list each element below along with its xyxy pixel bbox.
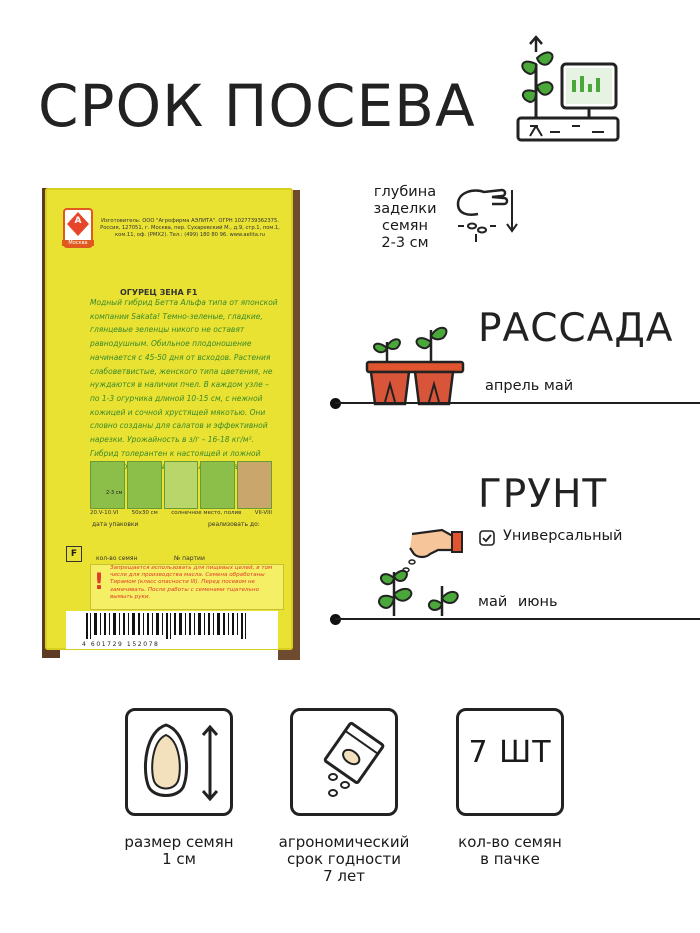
seed-count-text: кол-во семян: [458, 833, 562, 851]
strip-label: 50х30 см: [131, 510, 158, 516]
depth-line: глубина: [373, 184, 437, 200]
hand-seeds-depth-icon: [452, 182, 522, 244]
ground-timeline-line: [335, 618, 700, 620]
product-name: ОГУРЕЦ ЗЕНА F1: [120, 288, 198, 297]
seed-size-box: [125, 708, 233, 816]
manufacturer-info: Изготовитель: ООО "Агрофирма АЭЛИТА". ОГРН 1027739362375. Россия, 127051, г. Москва, пер. Сухаревский М., д.9, стр.1, пом.1, ком.11, оф. (РМХ2). Тел.: (499) 180 80 96. www.aelita.ru: [100, 218, 280, 238]
shelf-life-text: срок годности: [287, 850, 401, 868]
soil-type: Универсальный: [503, 528, 623, 544]
depth-line: заделки: [373, 201, 437, 217]
brand-letter: А: [74, 216, 82, 226]
depth-line: семян: [381, 218, 429, 234]
seed-size-label: [94, 834, 264, 868]
seed-size-icon: [128, 711, 230, 813]
ground-months: май июнь: [478, 594, 558, 610]
page-title: СРОК ПОСЕВА: [38, 72, 476, 140]
ground-heading: ГРУНТ: [478, 472, 608, 517]
barcode-lines-icon: [66, 611, 278, 641]
shelf-life-value: 7 лет: [323, 867, 365, 885]
seedling-timeline-line: [335, 402, 700, 404]
step-spacing-image: [127, 461, 162, 509]
seedling-heading: РАССАДА: [478, 306, 674, 351]
shelf-life-box: [290, 708, 398, 816]
strip-depth-label: 2-3 см: [106, 490, 123, 496]
depth-value: 2-3 см: [381, 235, 429, 251]
seed-count-value: 7 ШТ: [468, 735, 552, 770]
strip-label: солнечное место, полив: [171, 510, 242, 516]
eac-mark-icon: F: [66, 546, 82, 562]
batch-label: № партии: [174, 555, 205, 562]
step-harvest-image: [237, 461, 272, 509]
seed-count-box: [456, 708, 564, 816]
seed-count-label-bottom: [425, 834, 595, 868]
shelf-life-text: агрономический: [278, 833, 410, 851]
growing-steps-strip: [90, 461, 272, 509]
pack-date-label: дата упаковки: [92, 521, 139, 528]
seed-count-text: в пачке: [480, 850, 540, 868]
product-description: Модный гибрид Бетта Альфа типа от японской компании Sakata! Темно-зеленые, гладкие, глянцевые зеленцы никого не оставят равнодушным. Обильное плодоношение начинается с 45-50 дня от всходов. Растения слабоветвистые, женского типа цветения, не нуждаются в наличии пчел. В каждом узле – по 1-3 огурчика длиной 10-15 см, с нежной кожицей и сочной хрустящей мякотью. Они словно созданы для салатов и эффективной нарезки. Урожайность в з/г – 16-18 кг/м². Гибрид толерантен к настоящей и ложной мозаики: [90, 298, 278, 472]
strip-label: 20.V-10.VI: [90, 510, 119, 516]
strip-labels: [90, 510, 272, 516]
strip-label: VII-VIII: [254, 510, 272, 516]
checkbox-checked-icon: [479, 530, 495, 546]
step-care-image: [200, 461, 235, 509]
seed-size-value: 1 см: [162, 850, 196, 868]
seed-packet-icon: [293, 711, 395, 813]
warning-icon: !: [94, 570, 105, 595]
barcode-number: 4 601729 152078: [82, 641, 160, 648]
sowing-depth: [365, 184, 445, 252]
warning-text: Запрещается использовать для пищевых целей, в том числе для производства масла. Семена обработаны Тирамом (класс опасности III). Перед посевом не замачивать. После работы с семенами тщательно вымыть руки.: [110, 565, 273, 600]
step-sowing-image: [90, 461, 125, 509]
seedling-pots-icon: [365, 318, 465, 408]
seed-count-label: кол-во семян: [96, 555, 138, 562]
brand-city: Москва: [62, 240, 94, 246]
step-sun-image: [164, 461, 199, 509]
seed-size-text: размер семян: [124, 833, 234, 851]
shelf-life-label: [259, 834, 429, 885]
sell-by-label: реализовать до:: [208, 521, 260, 528]
hand-planting-icon: [372, 528, 464, 620]
seedling-screen-icon: [510, 34, 622, 146]
seedling-months: апрель май: [485, 378, 574, 394]
